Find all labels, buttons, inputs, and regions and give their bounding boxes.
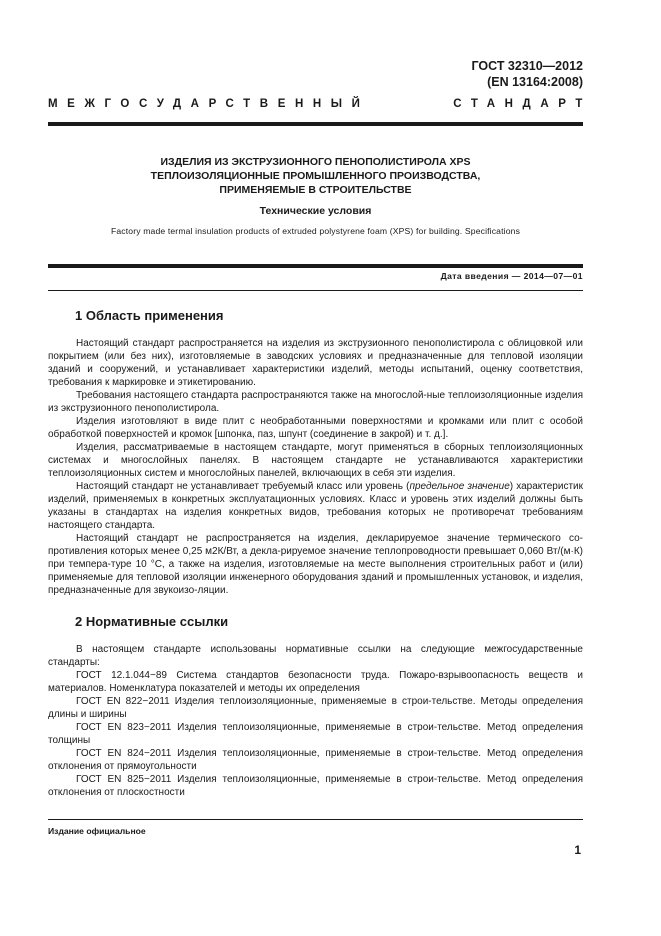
paragraph <box>48 480 583 532</box>
footer-divider <box>48 819 583 820</box>
title-line-3: ПРИМЕНЯЕМЫЕ В СТРОИТЕЛЬСТВЕ <box>219 184 412 196</box>
official-edition-label: Издание официальное <box>48 826 146 836</box>
reference-item: ГОСТ EN 823−2011 Изделия теплоизоляционные, применяемые в строи-тельстве. Метод определения толщины <box>48 722 583 746</box>
section-1-body <box>48 337 583 597</box>
section-2-heading: 2 Нормативные ссылки <box>75 614 229 629</box>
document-subtitle: Технические условия <box>259 205 372 217</box>
interstate-standard-banner <box>48 98 592 110</box>
section-1-heading: 1 Область применения <box>75 308 224 323</box>
paragraph-text: ) характеристик изделий, применяемых в конкретных эксплуатационных условиях. Класс и уровень этих изделий должны быть указаны в стандартах на изделия конкретных видов, требования которых не противоречат требованиям настоящего стандарта. <box>48 481 583 531</box>
title-line-1: ИЗДЕЛИЯ ИЗ ЭКСТРУЗИОННОГО ПЕНОПОЛИСТИРОЛА XPS <box>160 156 471 168</box>
page-number: 1 <box>574 843 581 857</box>
paragraph: Изделия изготовляют в виде плит с необработанными поверхностями и кромками или плит с особой обработкой поверхностей и кромок [шпонка, паз, шпунт (соединение в закрой) и т. д.]. <box>48 416 583 440</box>
paragraph-text: Настоящий стандарт не устанавливает требуемый класс или уровень ( <box>76 481 410 492</box>
reference-item: ГОСТ 12.1.044−89 Система стандартов безопасности труда. Пожаро-взрывоопасность веществ и материалов. Номенклатура показателей и методы их определения <box>48 670 583 694</box>
document-title <box>48 155 583 197</box>
paragraph: Требования настоящего стандарта распространяются также на многослой-ные теплоизоляционные изделия из экструзионного пенополистирола. <box>48 390 583 414</box>
top-divider <box>48 122 583 126</box>
paragraph: Настоящий стандарт не распространяется на изделия, декларируемое значение термического сопротивления которых менее 0,25 м2К/Вт, а декла-рируемое значение теплопроводности превышает 0,060 Вт/(м·К) при темпера-туре 10 °С, а также на изделия, изготовляемые на месте выполнения строительных работ и (или) применяемые для тепловой изоляции инженерного оборудования зданий и промышленных установок, и изделия, предназначенные для звукоизо-ляции. <box>48 533 583 596</box>
en-number: (EN 13164:2008) <box>487 75 583 89</box>
banner-word-interstate: МЕЖГОСУДАРСТВЕННЫЙ <box>48 98 370 110</box>
paragraph: Изделия, рассматриваемые в настоящем стандарте, могут применяться в сборных теплоизоляционных системах и многослойных панелях. В настоящем стандарте не устанавливаются характеристики теплоизоляционных систем и многослойных панелей, включающих в себя эти изделия. <box>48 442 583 479</box>
gost-number: ГОСТ 32310—2012 <box>471 59 583 73</box>
reference-item: ГОСТ EN 825−2011 Изделия теплоизоляционные, применяемые в строи-тельстве. Метод определения отклонения от плоскостности <box>48 774 583 798</box>
title-line-2: ТЕПЛОИЗОЛЯЦИОННЫЕ ПРОМЫШЛЕННОГО ПРОИЗВОДСТВА, <box>150 170 481 182</box>
date-divider <box>48 290 583 291</box>
italic-term: предельное значение <box>409 481 510 492</box>
reference-item: ГОСТ EN 822−2011 Изделия теплоизоляционные, применяемые в строи-тельстве. Методы определения длины и ширины <box>48 696 583 720</box>
banner-word-standard: СТАНДАРТ <box>453 98 592 110</box>
paragraph: В настоящем стандарте использованы нормативные ссылки на следующие межгосударственные стандарты: <box>48 644 583 668</box>
english-title: Factory made termal insulation products of extruded polystyrene foam (XPS) for building. Specifications <box>110 226 521 236</box>
introduction-date: Дата введения — 2014—07—01 <box>440 271 583 281</box>
reference-item: ГОСТ EN 824−2011 Изделия теплоизоляционные, применяемые в строи-тельстве. Метод определения отклонения от прямоугольности <box>48 748 583 772</box>
standard-number-block <box>471 58 583 90</box>
paragraph: Настоящий стандарт распространяется на изделия из экструзионного пенополистирола с облицовкой или покрытием (или без них), изготовляемые в заводских условиях и предназначенные для тепловой изоляции зданий и сооружений, и устанавливает характеристики изделий, методы испытаний, оценку соответствия, требования к маркировке и этикетированию. <box>48 338 583 388</box>
section-2-body <box>48 643 583 799</box>
title-divider <box>48 264 583 268</box>
